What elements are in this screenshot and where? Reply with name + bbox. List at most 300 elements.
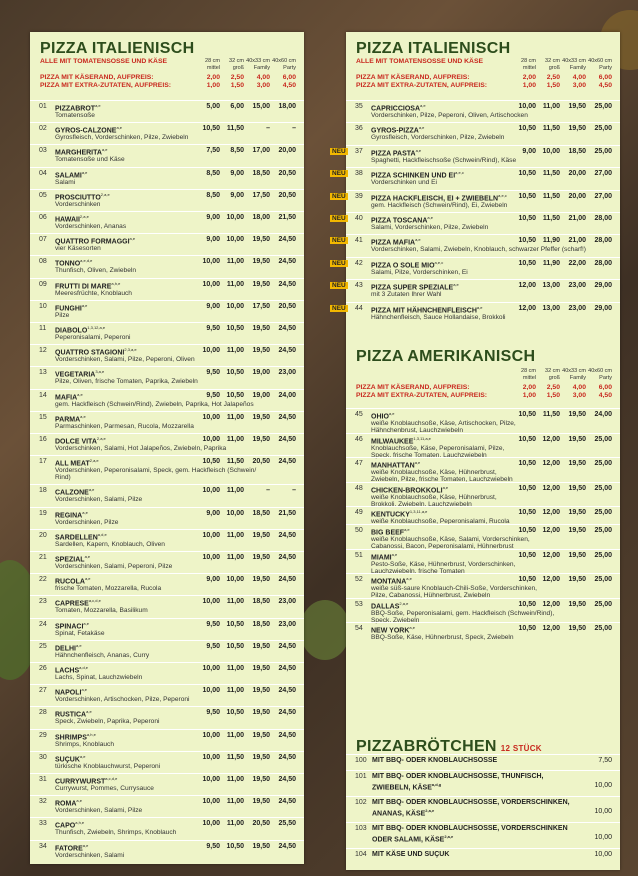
item-name-text: SPINACI bbox=[55, 622, 84, 630]
item-number: 07 bbox=[39, 236, 47, 244]
item-name bbox=[371, 576, 412, 585]
menu-item[interactable] bbox=[346, 506, 620, 525]
menu-item[interactable] bbox=[30, 433, 304, 456]
item-price: 24,00 bbox=[594, 411, 612, 418]
item-description: Vorderschinken, Salami, Zwiebeln, Knoblauch, schwarzer Pfeffer (scharf!) bbox=[371, 246, 587, 254]
item-name-text: REGINA bbox=[55, 511, 83, 519]
item-description-continued: Cabanossi, Bacon, Peperonisalami, Hühnerbrust bbox=[371, 543, 514, 550]
cheese-crust-surcharge-label: PIZZA MIT KÄSERAND, AUFPREIS: bbox=[356, 74, 470, 81]
item-description: gem. Hackfleisch (Schwein/Rind), Ei, Zwiebeln bbox=[371, 201, 508, 209]
item-name-text: DOLCE VITA bbox=[55, 438, 97, 446]
item-price: 11,00 bbox=[542, 103, 560, 110]
menu-item[interactable] bbox=[30, 366, 304, 389]
item-price: 24,50 bbox=[278, 731, 296, 739]
item-number: 54 bbox=[355, 625, 363, 633]
item-price: 10,50 bbox=[518, 125, 536, 133]
item-price: 23,00 bbox=[568, 282, 586, 290]
extra-toppings-surcharge-price: 3,00 bbox=[572, 82, 586, 89]
item-price: 10,00 bbox=[202, 731, 220, 739]
item-description: Vorderschinken, Salami, Pilze bbox=[55, 807, 143, 815]
left-menu-panel bbox=[30, 32, 304, 864]
item-description: weiße Knoblauchsoße, Käse, Hühnerbrust, bbox=[371, 469, 497, 477]
menu-item[interactable] bbox=[30, 507, 304, 530]
item-price: 24,50 bbox=[278, 325, 296, 332]
item-price: 12,00 bbox=[542, 435, 560, 443]
item-number: 26 bbox=[39, 665, 47, 672]
size-label: Party bbox=[599, 65, 612, 71]
item-price: 20,50 bbox=[278, 191, 296, 199]
item-description: Knoblauchsoße, Käse, Peperonisalami, Pilze, bbox=[371, 444, 505, 452]
item-name bbox=[55, 458, 99, 467]
item-price: 11,00 bbox=[226, 280, 244, 288]
item-name-continued bbox=[372, 834, 453, 843]
new-badge: NEU bbox=[332, 192, 346, 200]
menu-item[interactable] bbox=[30, 484, 304, 507]
item-price: 9,00 bbox=[206, 214, 220, 221]
new-badge: NEU bbox=[332, 170, 346, 178]
item-price: 11,00 bbox=[226, 413, 244, 421]
item-price: 10,00 bbox=[594, 782, 612, 789]
item-price: 24,50 bbox=[278, 776, 296, 783]
menu-item[interactable] bbox=[30, 684, 304, 707]
item-name-text: QUATTRO FORMAGGI bbox=[55, 238, 130, 246]
size-dimension: 32 cm bbox=[545, 368, 560, 374]
menu-item[interactable] bbox=[30, 144, 304, 167]
item-price: 9,00 bbox=[206, 509, 220, 517]
menu-item[interactable] bbox=[30, 167, 304, 190]
menu-item[interactable] bbox=[30, 529, 304, 552]
item-description: Vorderschinken, Salami, Peperoni, Pilze bbox=[55, 563, 173, 570]
item-number: 101 bbox=[355, 773, 367, 780]
menu-item[interactable] bbox=[30, 389, 304, 412]
menu-item[interactable] bbox=[332, 257, 620, 280]
item-price: 5,00 bbox=[206, 103, 220, 110]
broetchen-item[interactable] bbox=[346, 822, 620, 849]
item-description: Salami, Pilze, Vorderschinken, Ei bbox=[371, 268, 468, 276]
item-price: 10,00 bbox=[226, 509, 244, 517]
broetchen-count: 12 STÜCK bbox=[500, 744, 542, 753]
item-number: 41 bbox=[355, 237, 363, 245]
broetchen-item[interactable] bbox=[346, 796, 620, 823]
item-number: 10 bbox=[39, 302, 47, 310]
item-price: 10,50 bbox=[518, 509, 536, 517]
item-name-text: DALLAS bbox=[371, 603, 400, 611]
item-number: 04 bbox=[39, 169, 47, 177]
item-number: 15 bbox=[39, 413, 47, 421]
size-dimension: 40x33 cm bbox=[562, 368, 586, 374]
item-price: 25,00 bbox=[594, 460, 612, 468]
item-price: 10,50 bbox=[202, 125, 220, 133]
menu-item[interactable] bbox=[30, 795, 304, 818]
allergen-codes: 2,a,e bbox=[444, 834, 454, 839]
item-price: 11,90 bbox=[542, 237, 560, 245]
item-price: 18,50 bbox=[252, 169, 270, 177]
broetchen-title-text: PIZZABRÖTCHEN bbox=[356, 738, 497, 755]
allergen-codes: a,h,e bbox=[75, 820, 85, 826]
allergen-codes: a,e bbox=[82, 509, 88, 515]
new-badge: NEU bbox=[332, 282, 346, 290]
item-price: 23,00 bbox=[278, 369, 296, 377]
item-price: 19,50 bbox=[568, 484, 586, 492]
allergen-codes: a,e bbox=[77, 391, 83, 397]
right-menu-panel bbox=[332, 32, 620, 870]
item-name-text: PIZZA MIT HÄHNCHENFLEISCH bbox=[371, 306, 477, 314]
item-price: 19,50 bbox=[252, 413, 270, 421]
item-price: 25,00 bbox=[594, 103, 612, 110]
item-price: 20,50 bbox=[252, 458, 270, 466]
item-description: Salami bbox=[55, 178, 76, 186]
menu-item[interactable] bbox=[332, 190, 620, 213]
menu-item[interactable] bbox=[346, 573, 620, 599]
item-price: 10,00 bbox=[226, 576, 244, 584]
item-price: 11,50 bbox=[226, 125, 244, 133]
item-name: MIT KÄSE UND SUÇUK bbox=[372, 851, 450, 858]
extra-toppings-surcharge-price: 1,00 bbox=[522, 392, 536, 399]
item-price: 19,50 bbox=[252, 842, 270, 850]
menu-item[interactable] bbox=[332, 279, 620, 302]
item-price: 19,50 bbox=[252, 258, 270, 266]
menu-item[interactable] bbox=[30, 817, 304, 840]
item-price: 25,00 bbox=[594, 147, 612, 155]
size-dimension: 28 cm bbox=[521, 58, 536, 64]
menu-item[interactable] bbox=[30, 773, 304, 796]
item-name-text: MARGHERITA bbox=[55, 149, 102, 157]
item-name-text: PIZZA SCHINKEN UND EI bbox=[371, 172, 456, 180]
menu-item[interactable] bbox=[332, 302, 620, 325]
item-description: Lachs, Spinat, Lauchzwiebeln bbox=[55, 674, 143, 681]
item-name bbox=[55, 554, 90, 563]
menu-item[interactable] bbox=[30, 211, 304, 234]
item-description: Hähnchenfleisch, Ananas, Curry bbox=[55, 651, 150, 659]
item-name bbox=[371, 237, 421, 246]
item-price: 8,50 bbox=[206, 191, 220, 199]
extra-toppings-surcharge-label: PIZZA MIT EXTRA-ZUTATEN, AUFPREIS: bbox=[356, 392, 488, 399]
item-description: Thunfisch, Oliven, Zwiebeln bbox=[55, 267, 136, 275]
item-name bbox=[55, 436, 106, 445]
item-price: 12,00 bbox=[542, 625, 560, 633]
item-price: 19,50 bbox=[252, 642, 270, 650]
menu-item[interactable] bbox=[30, 322, 304, 345]
item-name-text: PIZZABROT bbox=[55, 105, 96, 113]
item-name-text: QUATTRO STAGIONI bbox=[55, 349, 125, 357]
item-price: 19,50 bbox=[252, 753, 270, 761]
item-description: Vorderschinken, Salami bbox=[55, 851, 125, 859]
item-number: 29 bbox=[39, 731, 47, 739]
menu-item[interactable] bbox=[30, 411, 304, 434]
item-price: 9,50 bbox=[206, 642, 220, 650]
item-name bbox=[371, 103, 426, 112]
allergen-codes: 1,3,11,a,e bbox=[413, 435, 431, 441]
menu-item[interactable] bbox=[30, 189, 304, 212]
item-price: 10,00 bbox=[202, 258, 220, 266]
item-price: 19,00 bbox=[252, 369, 270, 377]
allergen-codes: a,e bbox=[82, 842, 89, 848]
item-price: 13,00 bbox=[542, 282, 560, 290]
allergen-codes: a,e bbox=[404, 527, 410, 532]
item-price: 24,50 bbox=[278, 554, 296, 561]
item-price: 25,00 bbox=[594, 509, 612, 517]
size-label: groß bbox=[232, 65, 244, 71]
menu-item[interactable] bbox=[346, 524, 620, 550]
menu-item[interactable] bbox=[30, 595, 304, 618]
item-price: 24,50 bbox=[278, 753, 296, 761]
item-name bbox=[55, 598, 101, 607]
item-number: 100 bbox=[355, 757, 367, 764]
item-description: Sardellen, Kapern, Knoblauch, Oliven bbox=[55, 540, 165, 548]
extra-toppings-surcharge-label: PIZZA MIT EXTRA-ZUTATEN, AUFPREIS: bbox=[40, 82, 172, 89]
new-badge: NEU bbox=[332, 147, 346, 155]
item-description: Vorderschinken, Artischocken, Pilze, Peperoni bbox=[55, 696, 190, 704]
menu-item[interactable] bbox=[30, 840, 304, 863]
item-price: 10,50 bbox=[518, 259, 536, 267]
item-name-text: SPEZIAL bbox=[55, 556, 85, 564]
menu-item[interactable] bbox=[346, 622, 620, 641]
item-price: 24,50 bbox=[278, 258, 296, 266]
item-price: 10,00 bbox=[594, 851, 612, 858]
size-dimension: 32 cm bbox=[545, 58, 560, 64]
item-number: 18 bbox=[39, 487, 47, 495]
item-price: 19,50 bbox=[252, 798, 270, 806]
item-price: 20,50 bbox=[278, 169, 296, 177]
allergen-codes: a,e bbox=[391, 551, 398, 557]
allergen-codes: a,c,d,e bbox=[88, 598, 101, 604]
item-number: 104 bbox=[355, 851, 367, 858]
broetchen-item[interactable] bbox=[346, 848, 620, 865]
menu-item[interactable] bbox=[346, 408, 620, 434]
item-price: 10,00 bbox=[202, 554, 220, 561]
item-description: Pilze bbox=[55, 311, 70, 319]
menu-item[interactable] bbox=[30, 751, 304, 774]
menu-item[interactable] bbox=[30, 662, 304, 685]
size-label: Family bbox=[569, 375, 586, 381]
menu-item[interactable] bbox=[346, 598, 620, 624]
item-name-text: LACHS bbox=[55, 667, 80, 675]
menu-item[interactable] bbox=[346, 122, 620, 145]
item-number: 33 bbox=[39, 820, 47, 828]
menu-item[interactable] bbox=[346, 433, 620, 459]
menu-item[interactable] bbox=[30, 618, 304, 641]
item-price: 11,50 bbox=[542, 411, 560, 418]
item-price: 10,50 bbox=[518, 576, 536, 584]
item-price: 20,00 bbox=[278, 147, 296, 155]
item-description-continued: Speck, Zwiebeln bbox=[371, 616, 420, 624]
item-number: 45 bbox=[355, 411, 363, 418]
menu-item[interactable] bbox=[30, 300, 304, 323]
item-number: 34 bbox=[39, 842, 47, 850]
item-price: 9,50 bbox=[206, 620, 220, 628]
menu-item[interactable] bbox=[332, 212, 620, 235]
item-price: 12,00 bbox=[542, 460, 560, 468]
allergen-codes: a,e bbox=[81, 302, 88, 308]
item-description: Speck, Zwiebeln, Paprika, Peperoni bbox=[55, 718, 160, 726]
item-description: BBQ-Soße, Peperonisalami, gem. Hackfleisch (Schwein/Rind), bbox=[371, 609, 555, 617]
item-price: 29,00 bbox=[594, 282, 612, 290]
item-description: weiße Knoblauchsoße, Käse, Hühnerbrust, bbox=[371, 493, 497, 501]
cheese-crust-surcharge-label: PIZZA MIT KÄSERAND, AUFPREIS: bbox=[356, 384, 470, 391]
item-price: 19,50 bbox=[568, 600, 586, 608]
item-number: 42 bbox=[355, 259, 363, 267]
item-name-text: CHICKEN-BROKKOLI bbox=[371, 487, 443, 495]
item-name bbox=[371, 552, 397, 561]
allergen-codes: 1,3,12,a,e bbox=[87, 325, 106, 330]
item-description: Tomatensoße und Käse bbox=[55, 156, 125, 164]
item-name-text: PIZZA MAFIA bbox=[371, 239, 416, 247]
item-name-text: PIZZA HACKFLEISCH, EI + ZWIEBELN bbox=[371, 194, 499, 202]
item-name bbox=[55, 414, 86, 423]
item-price: 10,00 bbox=[202, 665, 220, 672]
item-price: 10,50 bbox=[518, 460, 536, 468]
item-price: 17,00 bbox=[252, 147, 270, 155]
item-description: Gyrosfleisch, Vorderschinken, Pilze, Zwiebeln bbox=[55, 134, 189, 142]
item-name-text: DELHI bbox=[55, 645, 76, 653]
item-price: 10,00 bbox=[226, 302, 244, 310]
menu-item[interactable] bbox=[332, 167, 620, 190]
allergen-codes: a,e bbox=[76, 798, 82, 804]
menu-item[interactable] bbox=[30, 729, 304, 752]
menu-item[interactable] bbox=[346, 100, 620, 123]
menu-item[interactable] bbox=[30, 573, 304, 596]
menu-item[interactable] bbox=[332, 145, 620, 168]
item-name-text: SHRIMPS bbox=[55, 733, 87, 741]
item-price: 9,00 bbox=[206, 302, 220, 310]
menu-item[interactable] bbox=[346, 549, 620, 575]
item-number: 43 bbox=[355, 282, 363, 290]
item-price: 11,50 bbox=[542, 215, 560, 222]
cheese-crust-surcharge-price: 4,00 bbox=[572, 384, 586, 391]
item-price: 10,00 bbox=[202, 798, 220, 806]
item-name bbox=[371, 215, 433, 224]
item-number: 24 bbox=[39, 620, 47, 628]
item-price: 29,00 bbox=[594, 304, 612, 312]
item-price: 24,50 bbox=[278, 347, 296, 355]
size-label: mittel bbox=[522, 65, 536, 71]
item-description: Vorderschinken und Ei bbox=[371, 179, 437, 187]
menu-item[interactable] bbox=[30, 100, 304, 123]
item-price: 24,50 bbox=[278, 665, 296, 672]
item-price: 11,00 bbox=[226, 347, 244, 355]
item-description: Tomatensoße bbox=[55, 112, 95, 119]
item-number: 25 bbox=[39, 642, 47, 650]
item-name-text: SARDELLEN bbox=[55, 534, 98, 542]
extra-toppings-surcharge-price: 1,50 bbox=[230, 82, 244, 89]
extra-toppings-surcharge-price: 1,50 bbox=[546, 392, 560, 399]
extra-toppings-surcharge-label: PIZZA MIT EXTRA-ZUTATEN, AUFPREIS: bbox=[356, 82, 488, 89]
item-name bbox=[371, 193, 507, 202]
item-price: 24,50 bbox=[278, 458, 296, 466]
menu-item[interactable] bbox=[30, 233, 304, 256]
menu-item[interactable] bbox=[346, 457, 620, 483]
item-number: 102 bbox=[355, 799, 367, 806]
item-description-continued: Pilze, Cabanossi, Hühnerbrust, Zwiebeln bbox=[371, 592, 491, 600]
item-name-text: VEGETARIA bbox=[55, 371, 96, 379]
item-number: 20 bbox=[39, 531, 47, 539]
item-number: 11 bbox=[39, 325, 47, 332]
item-price: 11,90 bbox=[542, 259, 560, 267]
item-price: 19,50 bbox=[568, 103, 586, 110]
item-name-text: ROMA bbox=[55, 800, 77, 808]
item-number: 103 bbox=[355, 825, 367, 832]
menu-item[interactable] bbox=[30, 551, 304, 574]
menu-item[interactable] bbox=[30, 255, 304, 278]
item-price: 11,00 bbox=[226, 487, 244, 495]
menu-item[interactable] bbox=[30, 640, 304, 663]
allergen-codes: a,e bbox=[415, 147, 422, 153]
menu-item[interactable] bbox=[30, 278, 304, 301]
item-price: 24,50 bbox=[278, 687, 296, 695]
menu-item[interactable] bbox=[332, 234, 620, 257]
item-price: 27,00 bbox=[594, 170, 612, 178]
item-number: 16 bbox=[39, 436, 47, 443]
item-name bbox=[55, 347, 137, 356]
item-price: 19,50 bbox=[252, 531, 270, 539]
allergen-codes: 2,a,e bbox=[89, 458, 99, 464]
item-price: 10,50 bbox=[518, 411, 536, 418]
item-price: 17,50 bbox=[252, 302, 270, 310]
item-name-text: MAFIA bbox=[55, 393, 78, 401]
item-number: 06 bbox=[39, 214, 47, 221]
menu-item[interactable] bbox=[30, 455, 304, 485]
broetchen-item[interactable] bbox=[346, 770, 620, 797]
item-price: 11,00 bbox=[226, 687, 244, 695]
allergen-codes: a,e,c bbox=[498, 192, 507, 198]
menu-item[interactable] bbox=[30, 706, 304, 729]
item-name bbox=[55, 510, 88, 519]
item-number: 39 bbox=[355, 192, 363, 200]
item-number: 38 bbox=[355, 170, 363, 178]
item-price: 10,50 bbox=[518, 170, 536, 178]
allergen-codes: a,e bbox=[86, 709, 92, 715]
item-price: 25,00 bbox=[594, 484, 612, 492]
item-number: 21 bbox=[39, 554, 47, 561]
item-price: 11,00 bbox=[226, 798, 244, 806]
allergen-codes: 2,a,e bbox=[100, 191, 110, 197]
item-description: Parmaschinken, Parmesan, Rucola, Mozzarella bbox=[55, 422, 194, 430]
item-number: 22 bbox=[39, 576, 47, 584]
item-name bbox=[55, 621, 89, 630]
menu-item[interactable] bbox=[30, 344, 304, 367]
allergen-codes: a,c,d,e bbox=[105, 776, 118, 781]
extra-toppings-surcharge-price: 1,00 bbox=[206, 82, 220, 89]
size-label: mittel bbox=[206, 65, 220, 71]
cheese-crust-surcharge-price: 6,00 bbox=[598, 384, 612, 391]
menu-item[interactable] bbox=[346, 482, 620, 508]
item-price: 10,00 bbox=[202, 413, 220, 421]
item-price: 20,50 bbox=[252, 820, 270, 828]
size-label: groß bbox=[548, 65, 560, 71]
cheese-crust-surcharge-price: 2,00 bbox=[206, 74, 220, 81]
allergen-codes: a,e bbox=[409, 625, 415, 631]
allergen-codes: a,e bbox=[83, 620, 89, 626]
item-price: 19,50 bbox=[252, 576, 270, 584]
item-name-text: HAWAII bbox=[55, 216, 80, 224]
broetchen-item[interactable] bbox=[346, 754, 620, 771]
item-name-text: CAPO bbox=[55, 822, 76, 830]
item-price: 10,50 bbox=[518, 237, 536, 245]
item-number: 31 bbox=[39, 776, 47, 783]
cheese-crust-surcharge-price: 6,00 bbox=[598, 74, 612, 81]
item-price: 11,50 bbox=[226, 458, 244, 466]
item-description: Vorderschinken, Salami, Hot Jalapeños, Zwiebeln, Paprika bbox=[55, 445, 227, 452]
item-name bbox=[55, 281, 120, 290]
extra-toppings-surcharge-price: 4,50 bbox=[598, 392, 612, 399]
allergen-codes: a,e bbox=[414, 460, 421, 466]
item-name-text: OHIO bbox=[371, 413, 389, 421]
item-name-text: GYROS-PIZZA bbox=[371, 127, 419, 135]
item-description: Vorderschinken, Salami, Pilze bbox=[55, 496, 143, 504]
item-name-text: MANHATTAN bbox=[371, 462, 415, 470]
allergen-codes: a,e bbox=[84, 576, 91, 582]
menu-item[interactable] bbox=[30, 122, 304, 145]
